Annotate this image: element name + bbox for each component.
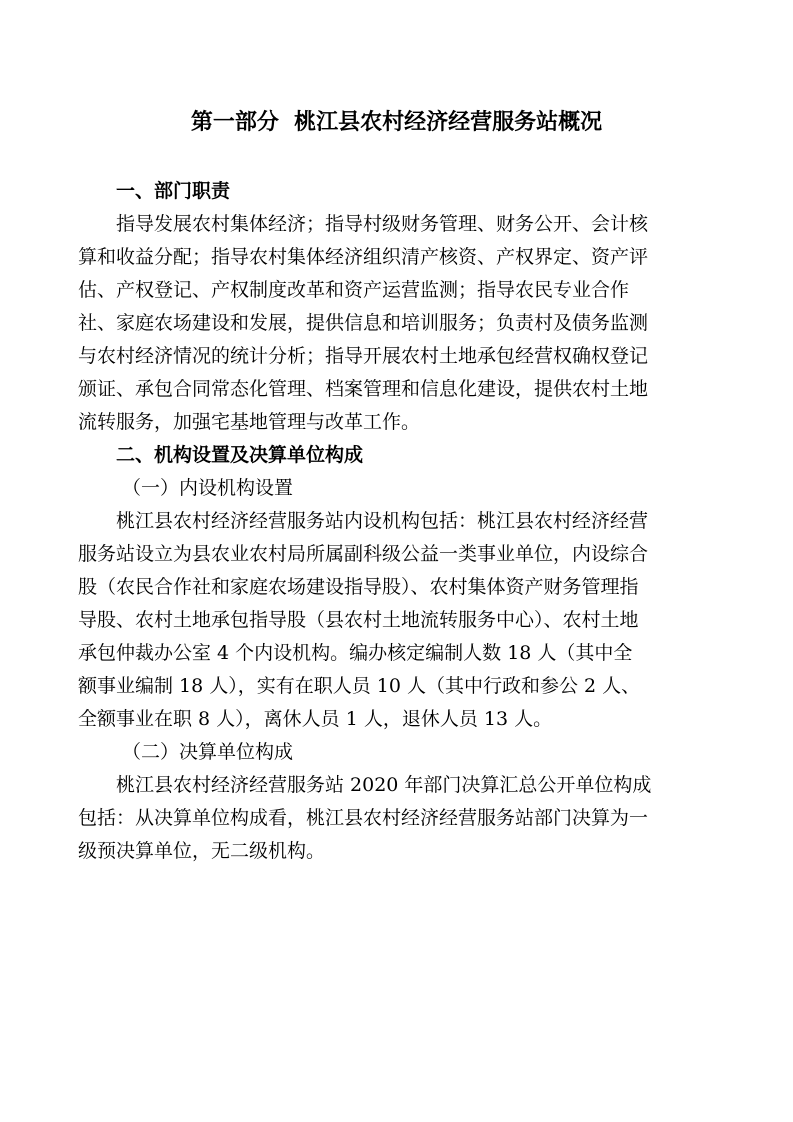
section-heading-organization: 二、机构设置及决算单位构成 <box>116 444 364 466</box>
page-title: 第一部分 桃江县农村经济经营服务站概况 <box>190 109 603 135</box>
paragraph-line: 估、产权登记、产权制度改革和资产运营监测；指导农民专业合作 <box>78 279 630 301</box>
paragraph-line: 桃江县农村经济经营服务站内设机构包括：桃江县农村经济经营 <box>116 510 649 532</box>
paragraph-line: 股（农民合作社和家庭农场建设指导股）、农村集体资产财务管理指 <box>78 576 639 598</box>
paragraph-line: 桃江县农村经济经营服务站 2020 年部门决算汇总公开单位构成 <box>116 774 652 796</box>
paragraph-line: 算和收益分配；指导农村集体经济组织清产核资、产权界定、资产评 <box>78 246 649 268</box>
paragraph-line: 全额事业在职 8 人），离休人员 1 人，退休人员 13 人。 <box>78 708 553 730</box>
paragraph-line: 与农村经济情况的统计分析；指导开展农村土地承包经营权确权登记 <box>78 345 649 367</box>
duties-paragraph <box>78 208 681 439</box>
paragraph-line: 指导发展农村集体经济；指导村级财务管理、财务公开、会计核 <box>116 213 649 235</box>
paragraph-line: 包括：从决算单位构成看，桃江县农村经济经营服务站部门决算为一 <box>78 807 649 829</box>
paragraph-line: 服务站设立为县农业农村局所属副科级公益一类事业单位，内设综合 <box>78 543 649 565</box>
paragraph-line: 流转服务，加强宅基地管理与改革工作。 <box>78 411 421 433</box>
subheading-accounting-units: （二）决算单位构成 <box>122 741 294 763</box>
paragraph-line: 颁证、承包合同常态化管理、档案管理和信息化建设，提供农村土地 <box>78 378 649 400</box>
section-heading-duties: 一、部门职责 <box>116 180 231 202</box>
subheading-internal-institutions: （一）内设机构设置 <box>122 477 294 499</box>
paragraph-line: 级预决算单位，无二级机构。 <box>78 840 326 862</box>
paragraph-line: 社、家庭农场建设和发展，提供信息和培训服务；负责村及债务监测 <box>78 312 649 334</box>
internal-institutions-paragraph <box>78 505 681 736</box>
paragraph-line: 导股、农村土地承包指导股（县农村土地流转服务中心）、农村土地 <box>78 609 639 631</box>
paragraph-line: 额事业编制 18 人），实有在职人员 10 人（其中行政和参公 2 人、 <box>78 675 641 697</box>
accounting-units-paragraph <box>78 769 681 868</box>
paragraph-line: 承包仲裁办公室 4 个内设机构。编办核定编制人数 18 人（其中全 <box>78 642 633 664</box>
document-body <box>78 175 681 868</box>
